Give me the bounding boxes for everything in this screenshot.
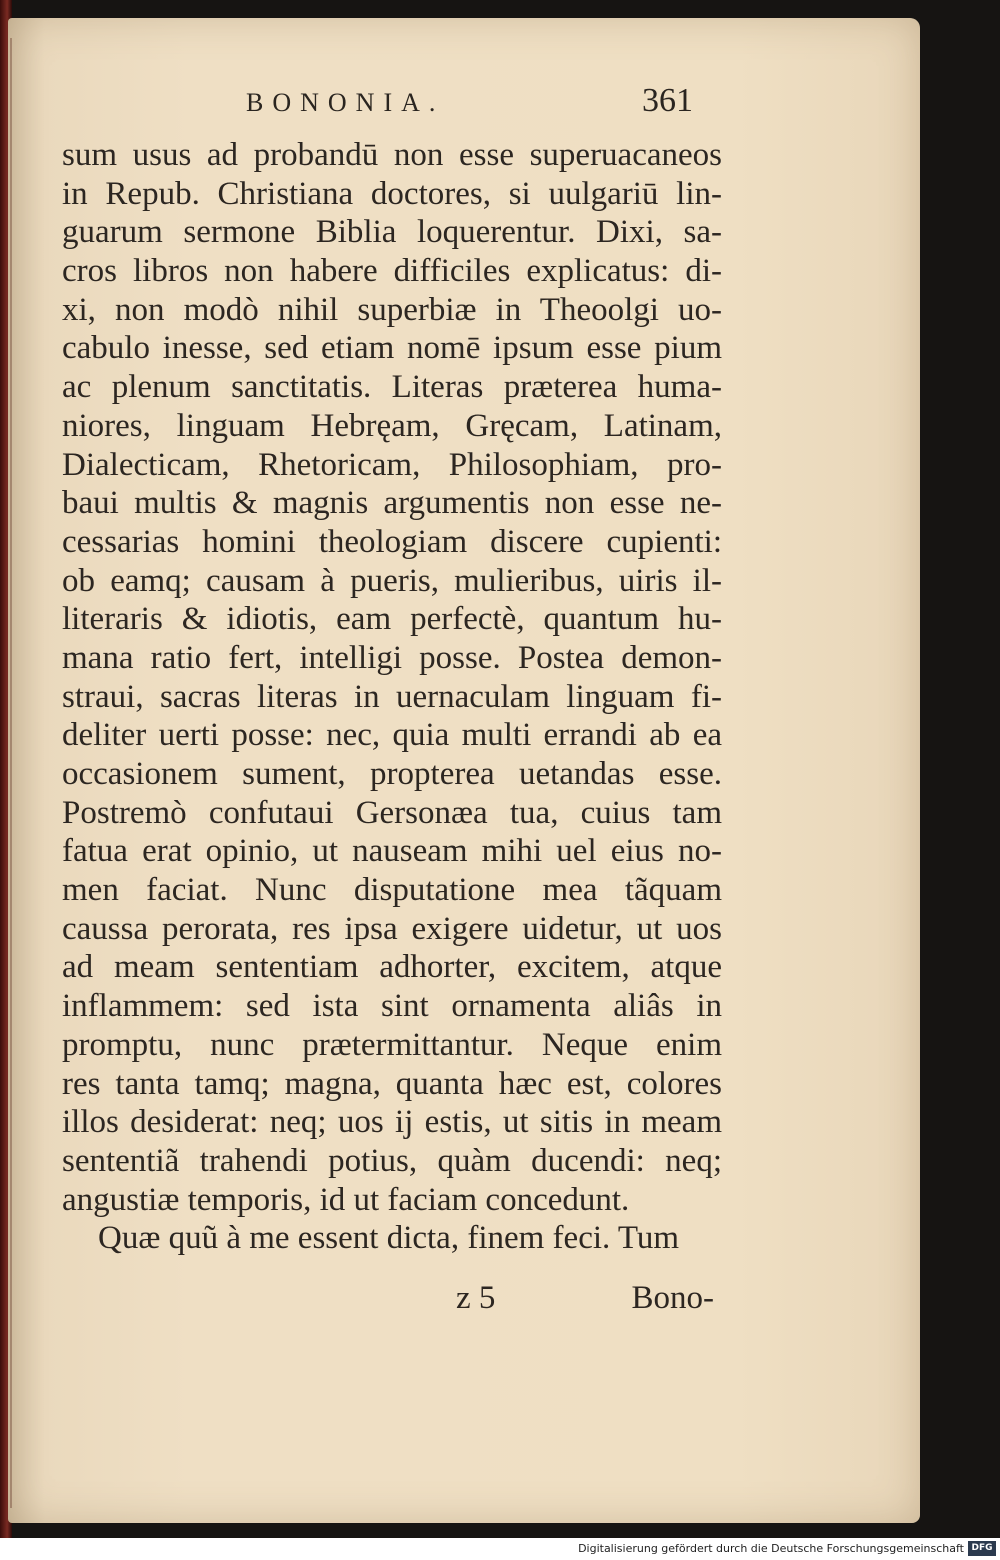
book-page [8, 18, 920, 1523]
text-line: literaris & idiotis, eam perfectè, quantum hu- [62, 601, 722, 638]
text-line: ac plenum sanctitatis. Literas præterea huma- [62, 369, 722, 406]
text-line: sum usus ad probandū non esse superuacaneos [62, 137, 722, 173]
catch-line [62, 1280, 722, 1320]
text-line: fatua erat opinio, ut nauseam mihi uel eius no- [62, 833, 722, 870]
signature-mark: z 5 [456, 1280, 496, 1316]
page-number: 361 [642, 82, 693, 119]
text-line: in Repub. Christiana doctores, si uulgariū lin- [62, 175, 722, 212]
text-line: promptu, nunc prætermittantur. Neque enim [62, 1026, 722, 1063]
body-text [62, 136, 722, 1258]
text-line: Postremò confutaui Gersonæa tua, cuius tam [62, 794, 722, 831]
text-line: cabulo inesse, sed etiam nomē ipsum esse pium [62, 330, 722, 367]
dfg-logo: DFG [968, 1541, 996, 1556]
text-line: occasionem sument, propterea uetandas esse. [62, 756, 722, 792]
text-line: cros libros non habere difficiles explicatus: di- [62, 253, 722, 290]
text-line: baui multis & magnis argumentis non esse ne- [62, 485, 722, 522]
text-line: cessarias homini theologiam discere cupienti: [62, 523, 722, 560]
text-line: Dialecticam, Rhetoricam, Philosophiam, pro- [62, 446, 722, 483]
catchword: Bono- [631, 1280, 714, 1316]
text-line: angustiæ temporis, id ut faciam concedunt. [62, 1181, 630, 1218]
text-line: inflammem: sed ista sint ornamenta aliâs in [62, 988, 722, 1025]
text-line: niores, linguam Hebręam, Gręcam, Latinam, [62, 407, 722, 444]
text-line: illos desiderat: neq; uos ij estis, ut sitis in meam [62, 1104, 722, 1141]
text-line: ad meam sententiam adhorter, excitem, atque [62, 949, 722, 986]
text-line: mana ratio fert, intelligi posse. Postea demon- [62, 639, 722, 676]
text-line: ob eamq; causam à pueris, mulieribus, uiris il- [62, 562, 722, 599]
text-line: deliter uerti posse: nec, quia multi errandi ab ea [62, 717, 722, 754]
text-line: res tanta tamq; magna, quanta hæc est, colores [62, 1065, 722, 1102]
text-line: guarum sermone Biblia loquerentur. Dixi, sa- [62, 214, 722, 251]
running-head: BONONIA. [246, 88, 445, 117]
text-line: straui, sacras literas in uernaculam linguam fi- [62, 678, 722, 715]
text-line: men faciat. Nunc disputatione mea tãquam [62, 872, 722, 909]
footer-credit: Digitalisierung gefördert durch die Deutsche Forschungsgemeinschaft [578, 1542, 964, 1555]
text-line: sententiã trahendi potius, quàm ducendi: neq; [62, 1142, 722, 1179]
text-line: xi, non modò nihil superbiæ in Theoolgi uo- [62, 291, 722, 328]
digitization-footer [0, 1538, 1000, 1560]
text-line: caussa perorata, res ipsa exigere uidetur, ut uos [62, 910, 722, 947]
paragraph-first-line: Quæ quũ à me essent dicta, finem feci. Tum [98, 1220, 680, 1257]
page-gutter [10, 38, 12, 1508]
